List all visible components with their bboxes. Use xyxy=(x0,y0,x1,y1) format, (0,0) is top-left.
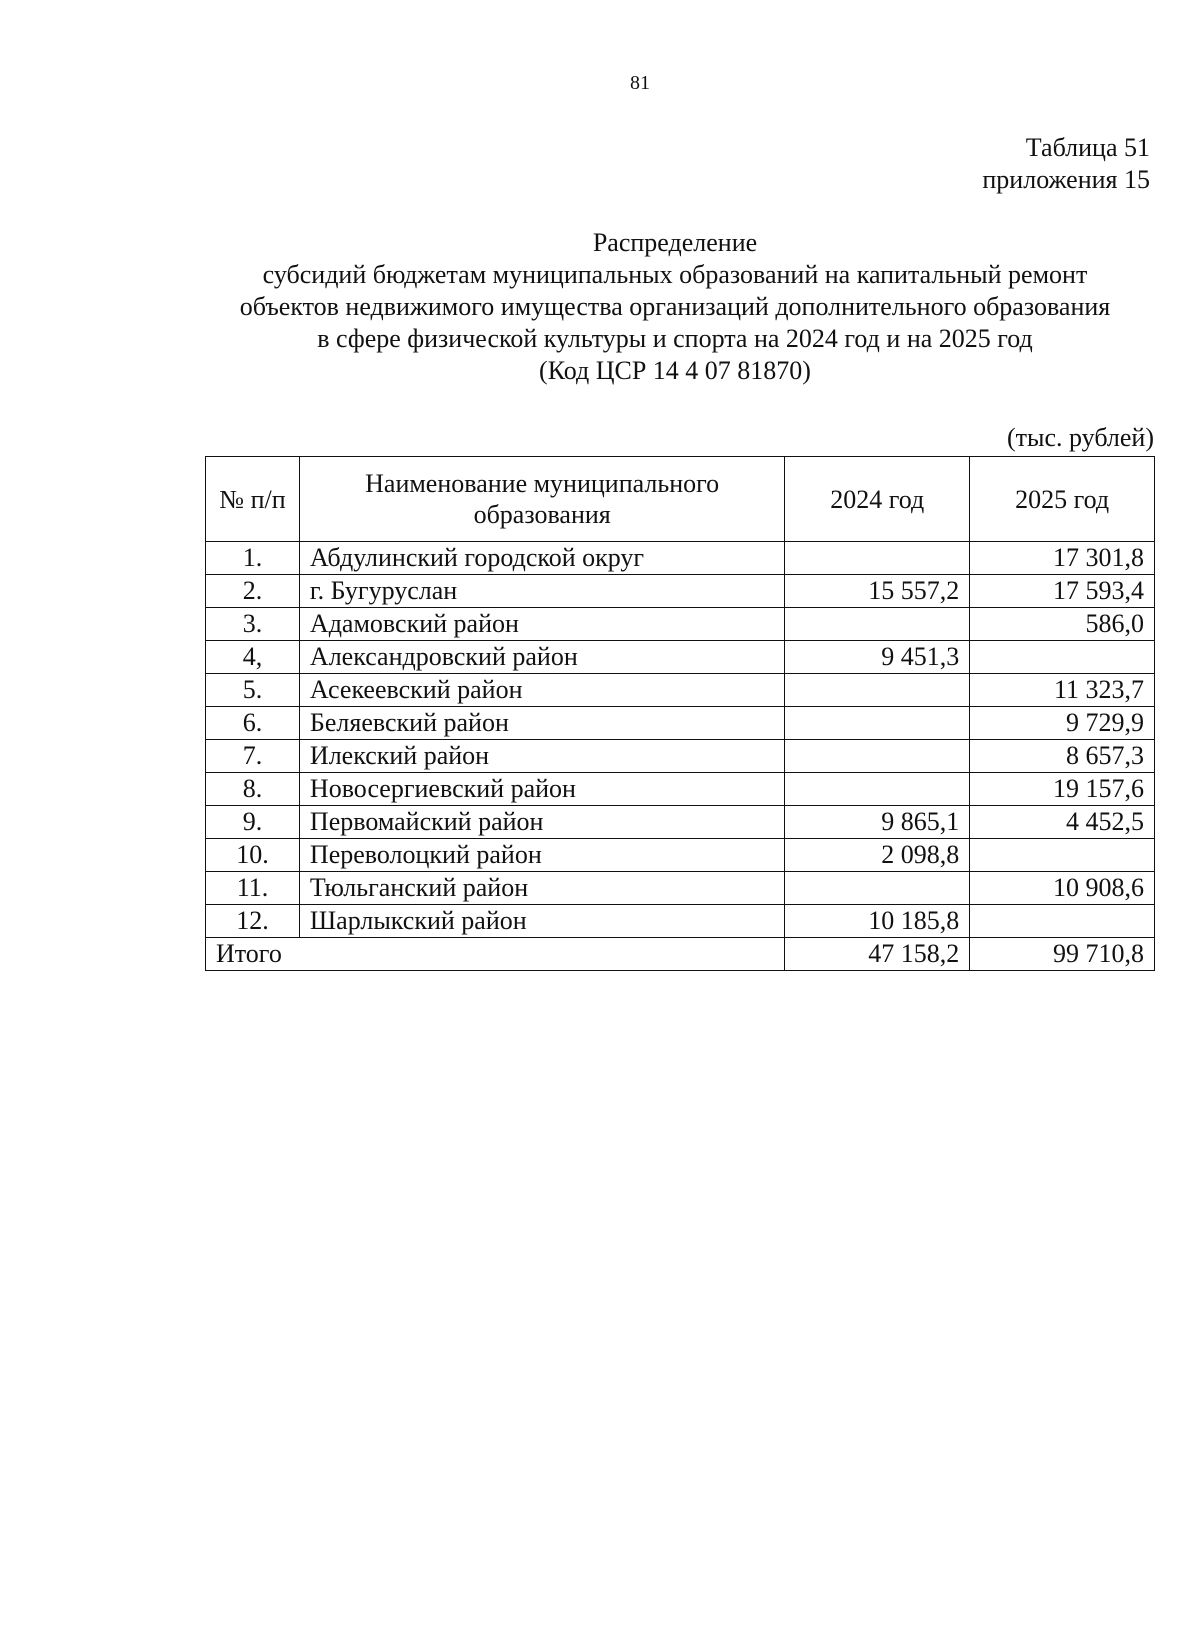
row-name-cell: Переволоцкий район xyxy=(299,839,784,872)
table-row xyxy=(206,641,1155,674)
row-2024-cell: 9 865,1 xyxy=(785,806,970,839)
row-name-cell: Первомайский район xyxy=(299,806,784,839)
total-row xyxy=(206,938,1155,971)
total-2024-cell: 47 158,2 xyxy=(785,938,970,971)
page-number: 81 xyxy=(630,72,650,94)
table-row xyxy=(206,872,1155,905)
table-row xyxy=(206,674,1155,707)
table-row xyxy=(206,575,1155,608)
table-row xyxy=(206,542,1155,575)
row-2025-cell: 586,0 xyxy=(970,608,1155,641)
row-name-cell: Шарлыкский район xyxy=(299,905,784,938)
row-number-cell: 9. xyxy=(206,806,300,839)
row-2024-cell xyxy=(785,872,970,905)
title-line: субсидий бюджетам муниципальных образований на капитальный ремонт xyxy=(262,260,1088,289)
table-header-row xyxy=(206,457,1155,542)
row-2024-cell: 2 098,8 xyxy=(785,839,970,872)
row-2025-cell: 17 593,4 xyxy=(970,575,1155,608)
table-row xyxy=(206,905,1155,938)
table-row xyxy=(206,773,1155,806)
row-2024-cell xyxy=(785,773,970,806)
row-2025-cell: 4 452,5 xyxy=(970,806,1155,839)
row-2024-cell: 10 185,8 xyxy=(785,905,970,938)
row-2025-cell: 8 657,3 xyxy=(970,740,1155,773)
row-name-cell: Абдулинский городской округ xyxy=(299,542,784,575)
row-2025-cell: 10 908,6 xyxy=(970,872,1155,905)
row-number-cell: 1. xyxy=(206,542,300,575)
distribution-table xyxy=(205,456,1155,971)
row-2024-cell xyxy=(785,674,970,707)
row-2025-cell xyxy=(970,641,1155,674)
row-name-cell: Асекеевский район xyxy=(299,674,784,707)
row-name-cell: Беляевский район xyxy=(299,707,784,740)
row-number-cell: 2. xyxy=(206,575,300,608)
row-number-cell: 6. xyxy=(206,707,300,740)
header-2025: 2025 год xyxy=(970,457,1155,542)
row-2024-cell xyxy=(785,542,970,575)
title-line: в сфере физической культуры и спорта на 2024 год и на 2025 год xyxy=(317,324,1033,353)
header-name: Наименование муниципального образования xyxy=(299,457,784,542)
row-number-cell: 5. xyxy=(206,674,300,707)
row-2024-cell xyxy=(785,608,970,641)
row-number-cell: 12. xyxy=(206,905,300,938)
row-name-cell: Новосергиевский район xyxy=(299,773,784,806)
row-name-cell: г. Бугуруслан xyxy=(299,575,784,608)
row-2024-cell: 15 557,2 xyxy=(785,575,970,608)
total-label: Итого xyxy=(206,938,785,971)
header-num: № п/п xyxy=(206,457,300,542)
total-2025-cell: 99 710,8 xyxy=(970,938,1155,971)
row-name-cell: Тюльганский район xyxy=(299,872,784,905)
table-row xyxy=(206,740,1155,773)
row-2024-cell xyxy=(785,740,970,773)
row-name-cell: Илекский район xyxy=(299,740,784,773)
row-number-cell: 10. xyxy=(206,839,300,872)
title-line: объектов недвижимого имущества организаций дополнительного образования xyxy=(239,292,1111,321)
row-2024-cell xyxy=(785,707,970,740)
row-name-cell: Александровский район xyxy=(299,641,784,674)
row-number-cell: 11. xyxy=(206,872,300,905)
table-row xyxy=(206,839,1155,872)
row-2025-cell: 19 157,6 xyxy=(970,773,1155,806)
row-2025-cell: 11 323,7 xyxy=(970,674,1155,707)
units-label: (тыс. рублей) xyxy=(1006,423,1154,452)
table-reference xyxy=(982,132,1150,196)
row-number-cell: 3. xyxy=(206,608,300,641)
table-row xyxy=(206,806,1155,839)
table-ref-line: приложения 15 xyxy=(982,165,1150,194)
row-2024-cell: 9 451,3 xyxy=(785,641,970,674)
document-title xyxy=(200,227,1150,387)
table-ref-line: Таблица 51 xyxy=(1025,133,1150,162)
title-line: Распределение xyxy=(592,228,758,257)
row-2025-cell xyxy=(970,905,1155,938)
row-number-cell: 7. xyxy=(206,740,300,773)
row-2025-cell: 17 301,8 xyxy=(970,542,1155,575)
header-2024: 2024 год xyxy=(785,457,970,542)
row-number-cell: 8. xyxy=(206,773,300,806)
table-row xyxy=(206,608,1155,641)
table-row xyxy=(206,707,1155,740)
row-name-cell: Адамовский район xyxy=(299,608,784,641)
row-2025-cell xyxy=(970,839,1155,872)
row-number-cell: 4, xyxy=(206,641,300,674)
title-line: (Код ЦСР 14 4 07 81870) xyxy=(539,356,811,385)
row-2025-cell: 9 729,9 xyxy=(970,707,1155,740)
table-body xyxy=(206,542,1155,971)
